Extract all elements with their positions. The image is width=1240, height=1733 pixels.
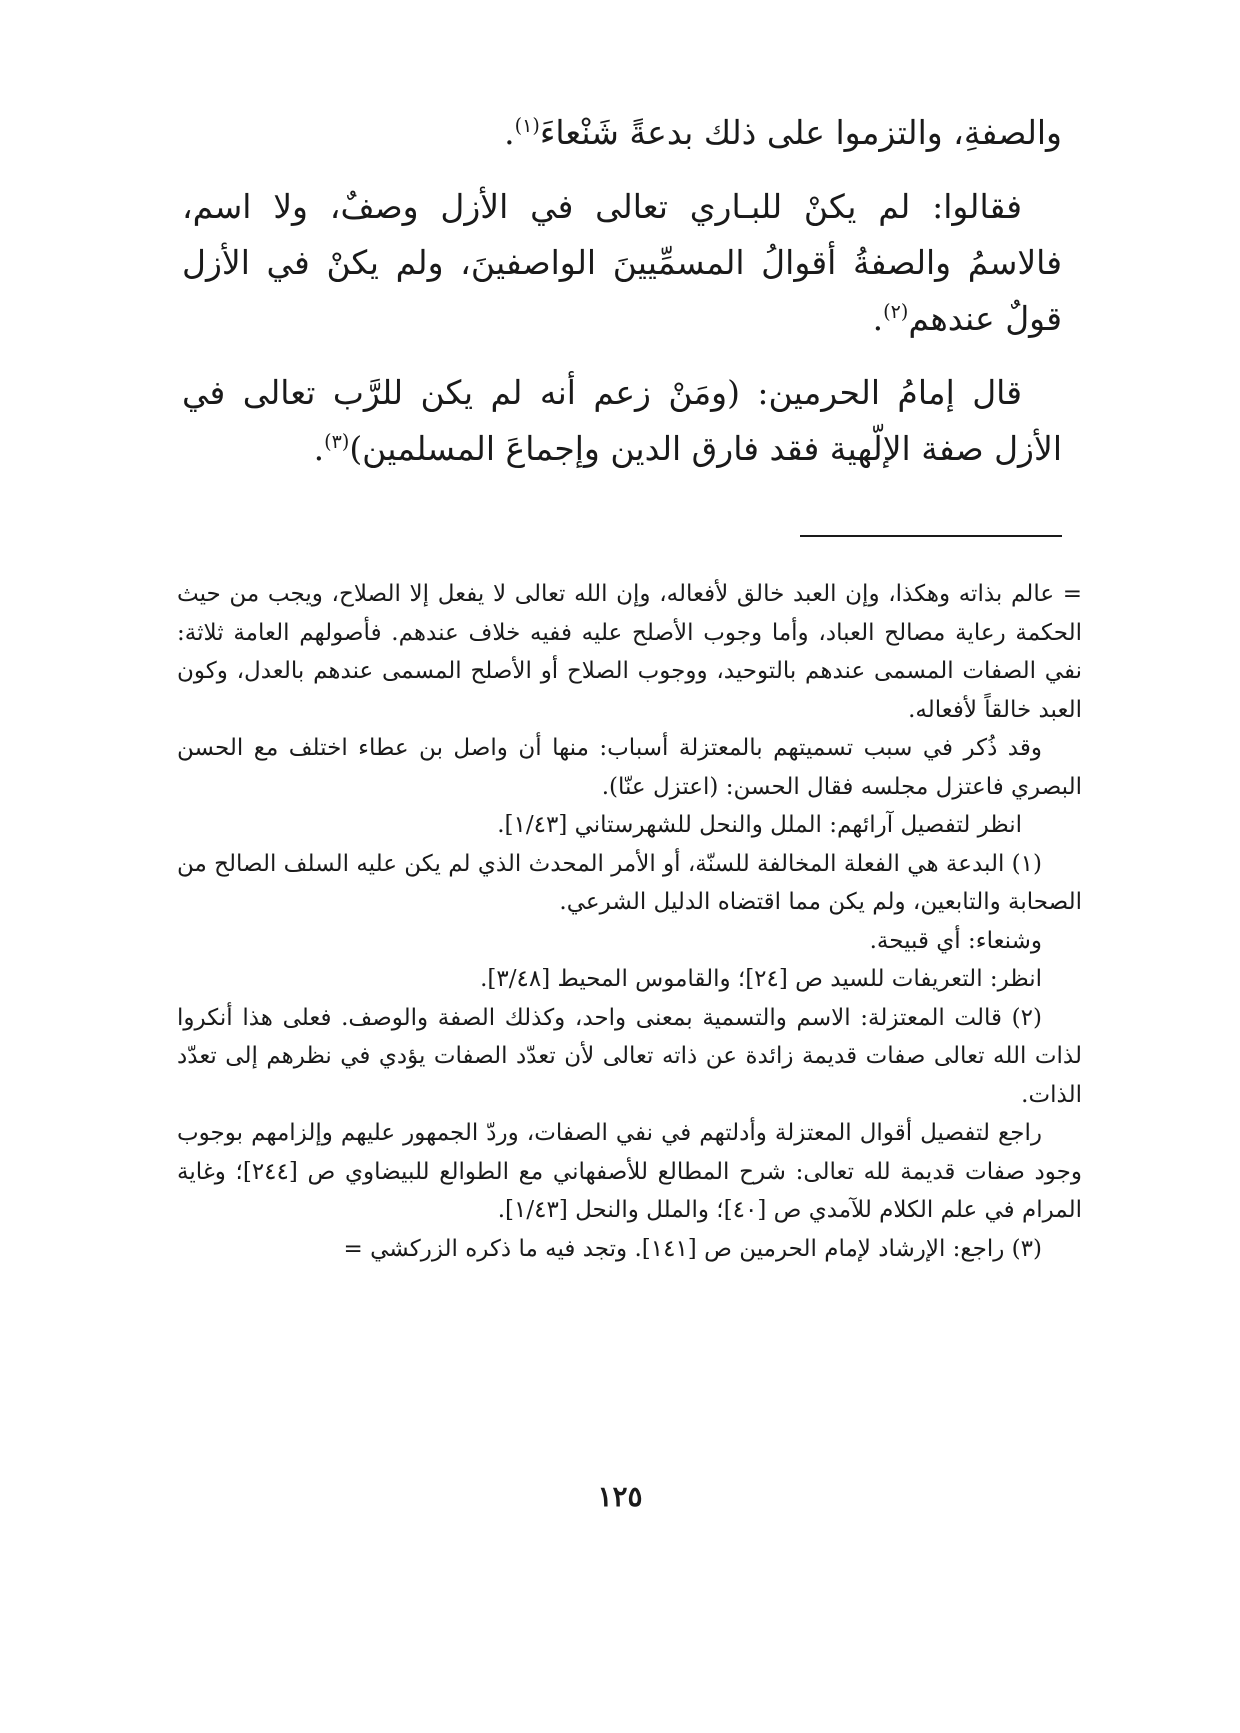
footnote-paragraph: راجع لتفصيل أقوال المعتزلة وأدلتهم في نفي الصفات، وردّ الجمهور عليهم وإلزامهم بوجوب وجود صفات قديمة لله تعالى: شرح المطالع للأصفهاني مع الطوالع للبيضاوي ص [٢٤٤]؛ وغاية المرام في علم الكلام للآمدي ص [٤٠]؛ والملل والنحل [١/٤٣]. [177, 1120, 1082, 1223]
footnote-ref-1: (١) [514, 114, 540, 137]
main-paragraph-3-text: قال إمامُ الحرمين: (ومَنْ زعم أنه لم يكن للرَّب تعالى في الأزل صفة الإلّهية فقد فارق الدين وإجماعَ المسلمين) [182, 373, 1062, 468]
footnote-2: (٢) قالت المعتزلة: الاسم والتسمية بمعنى واحد، وكذلك الصفة والوصف. فعلى هذا أنكروا لذات الله تعالى صفات قديمة زائدة عن ذاته تعالى لأن تعدّد الصفات يؤدي في نظرهم إلى تعدّد الذات. [177, 1004, 1082, 1108]
main-paragraph-3-end: . [313, 429, 325, 468]
footnote-1: (١) البدعة هي الفعلة المخالفة للسنّة، أو الأمر المحدث الذي لم يكن عليه السلف الصالح من الصحابة والتابعين، ولم يكن مما اقتضاه الدليل الشرعي. [177, 850, 1082, 915]
main-paragraph-3 [182, 365, 1062, 477]
main-paragraph-1 [182, 105, 1062, 161]
footnote-ref-3: (٣) [324, 430, 350, 453]
footnote-paragraph: وقد ذُكر في سبب تسميتهم بالمعتزلة أسباب: منها أن واصل بن عطاء اختلف مع الحسن البصري فاعتزل مجلسه فقال الحسن: (اعتزل عنّا). [177, 735, 1082, 800]
main-paragraph-2-end: . [872, 299, 884, 338]
footnote-ref-2: (٢) [883, 300, 909, 323]
main-text [182, 105, 1062, 495]
footnotes [177, 575, 1082, 1268]
main-paragraph-1-text: والصفةِ، والتزموا على ذلك بدعةً شَنْعاءَ [539, 113, 1062, 152]
main-paragraph-1-end: . [504, 113, 515, 152]
page-number: ١٢٥ [597, 1480, 643, 1513]
footnote-paragraph: وشنعاء: أي قبيحة. [869, 927, 1042, 954]
main-paragraph-2-text: فقالوا: لم يكنْ للبـاري تعالى في الأزل وصفٌ، ولا اسم، فالاسمُ والصفةُ أقوالُ المسمِّيينَ الواصفينَ، ولم يكنْ في الأزل قولٌ عندهم [182, 187, 1062, 338]
footnote-continuation: = عالم بذاته وهكذا، وإن العبد خالق لأفعاله، وإن الله تعالى لا يفعل إلا الصلاح، ويجب من حيث الحكمة رعاية مصالح العباد، وأما وجوب الأصلح عليه ففيه خلاف عندهم. فأصولهم العامة ثلاثة: نفي الصفات المسمى عندهم بالتوحيد، ووجوب الصلاح أو الأصلح المسمى عندهم بالعدل، وكون العبد خالقاً لأفعاله. [177, 581, 1082, 723]
footnote-separator [800, 535, 1062, 537]
footnote-3: (٣) راجع: الإرشاد لإمام الحرمين ص [١٤١]. وتجد فيه ما ذكره الزركشي = [343, 1235, 1042, 1262]
main-paragraph-2 [182, 179, 1062, 347]
footnote-paragraph: انظر: التعريفات للسيد ص [٢٤]؛ والقاموس المحيط [٣/٤٨]. [480, 966, 1042, 992]
footnote-paragraph: انظر لتفصيل آرائهم: الملل والنحل للشهرستاني [١/٤٣]. [497, 812, 1022, 838]
